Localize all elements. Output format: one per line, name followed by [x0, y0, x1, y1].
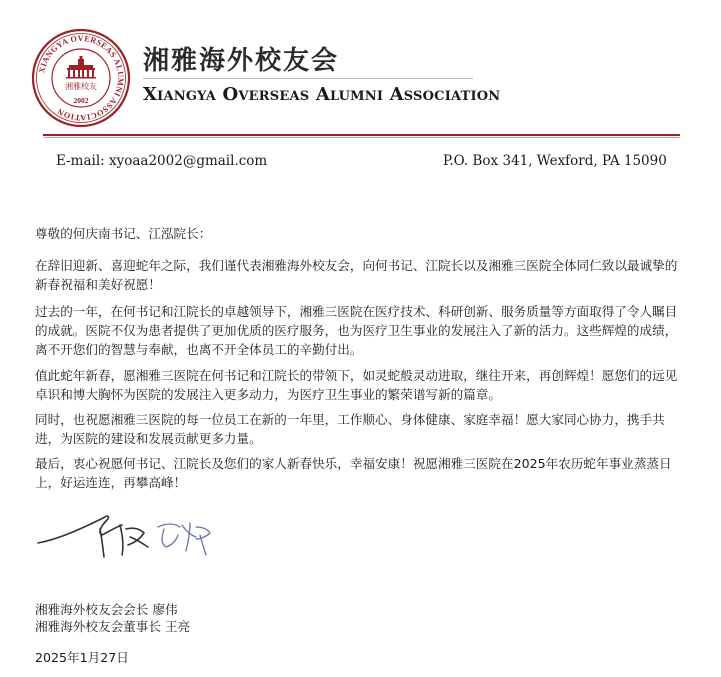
- signer-chairman: 湘雅海外校友会董事长 王亮: [35, 619, 191, 634]
- org-name-english: Xiangya Overseas Alumni Association: [143, 84, 501, 105]
- letterhead-rule-shadow: [43, 137, 680, 138]
- signer-president: 湘雅海外校友会会长 廖伟: [35, 602, 178, 617]
- svg-text:XIANGYA OVERSEAS ALUMNI ASSOCI: XIANGYA OVERSEAS ALUMNI ASSOCIATION: [37, 33, 126, 123]
- org-name-chinese: 湘雅海外校友会: [143, 46, 340, 76]
- paragraph-5: 最后，衷心祝愿何书记、江院长及您们的家人新春快乐，幸福安康！祝愿湘雅三医院在2025年农历蛇年事业蒸蒸日上，好运连连，再攀高峰！: [35, 456, 672, 490]
- svg-text:湘雅校友: 湘雅校友: [65, 82, 97, 91]
- handwritten-signature: [30, 505, 220, 565]
- letter-date: 2025年1月27日: [35, 650, 129, 665]
- contact-email: E-mail: xyoaa2002@gmail.com: [56, 153, 268, 169]
- letterhead: [0, 0, 721, 150]
- salutation: 尊敬的何庆南书记、江泓院长：: [35, 226, 212, 241]
- letterhead-rule: [43, 134, 680, 136]
- title-divider: [143, 78, 473, 79]
- association-seal: [31, 28, 131, 128]
- paragraph-4: 同时，也祝愿湘雅三医院的每一位员工在新的一年里，工作顺心、身体健康、家庭幸福！愿大家同心协力，携手共进，为医院的建设和发展贡献更多力量。: [35, 412, 665, 446]
- svg-text:2002: 2002: [73, 96, 89, 105]
- contact-address: P.O. Box 341, Wexford, PA 15090: [443, 153, 667, 169]
- paragraph-2: 过去的一年，在何书记和江院长的卓越领导下，湘雅三医院在医疗技术、科研创新、服务质量等方面取得了令人瞩目的成就。医院不仅为患者提供了更加优质的医疗服务，也为医疗卫生事业的发展注入了新的活力。这些辉煌的成绩，离不开您们的智慧与奉献，也离不开全体员工的辛勤付出。: [35, 304, 678, 357]
- paragraph-3: 值此蛇年新春，愿湘雅三医院在何书记和江院长的带领下，如灵蛇般灵动进取，继往开来，再创辉煌！愿您们的远见卓识和博大胸怀为医院的发展注入更多动力，为医疗卫生事业的繁荣谱写新的篇章。: [35, 368, 678, 402]
- paragraph-1: 在辞旧迎新、喜迎蛇年之际，我们谨代表湘雅海外校友会，向何书记、江院长以及湘雅三医院全体同仁致以最诚挚的新春祝福和美好祝愿！: [35, 258, 678, 292]
